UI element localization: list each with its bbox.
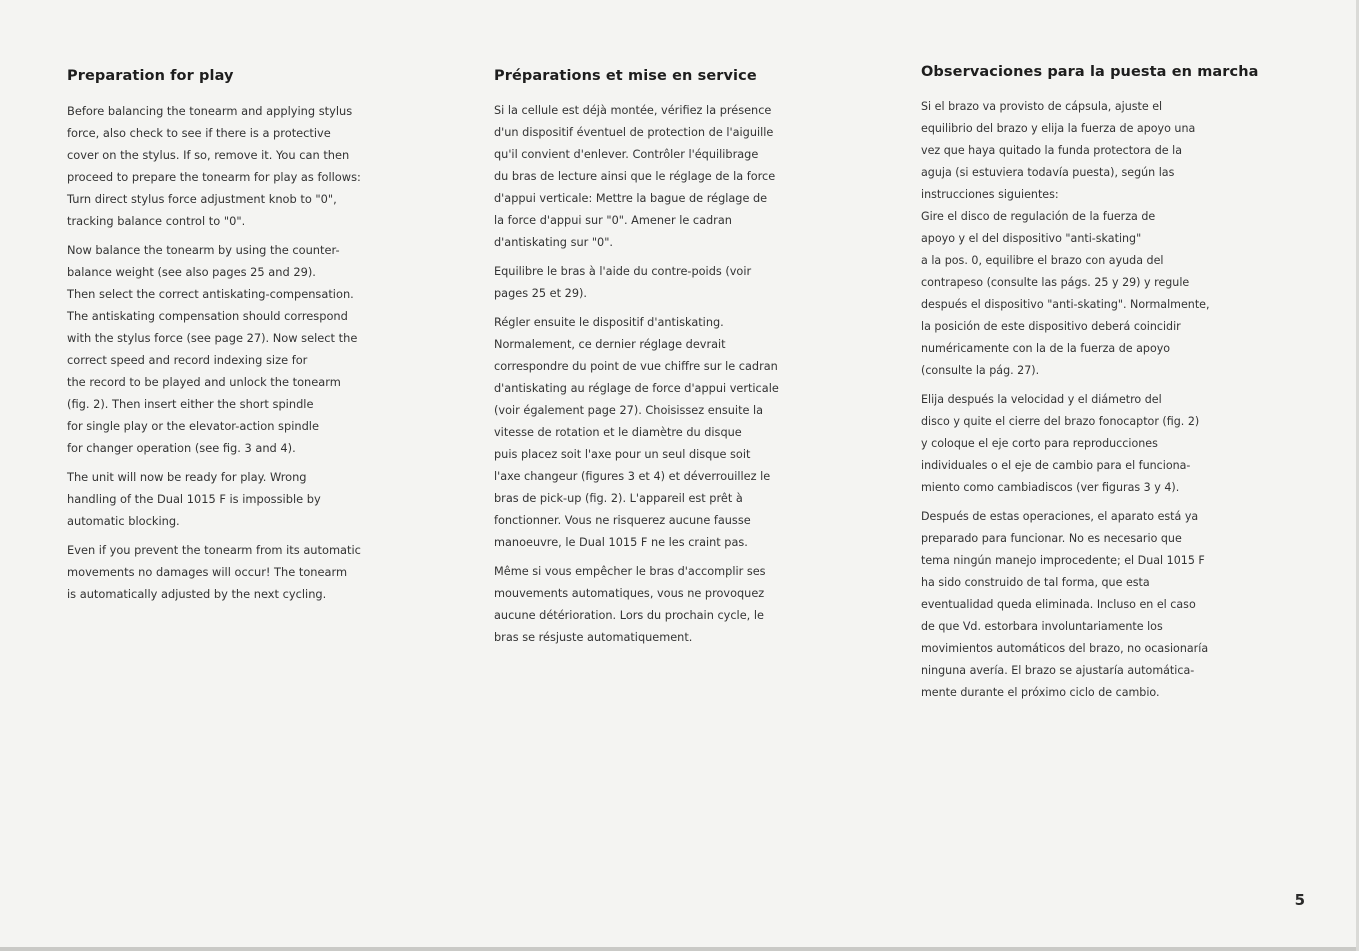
english-column: [67, 68, 455, 612]
spanish-paragraph: Elija después la velocidad y el diámetro del disco y quite el cierre del brazo fonocaptor (fig. 2) y coloque el eje corto para reproducciones individuales o el eje de cambio para el funciona- miento como cambiadiscos (ver figuras 3 y 4).: [921, 393, 1200, 494]
english-paragraph: Before balancing the tonearm and applying stylus force, also check to see if there is a protective cover on the stylus. If so, remove it. You can then proceed to prepare the tonearm for play as follows: Turn direct stylus force adjustment knob to "0", tracking balance control to "0".: [67, 104, 361, 228]
french-paragraph: Equilibre le bras à l'aide du contre-poids (voir pages 25 et 29).: [494, 265, 752, 300]
english-paragraph: The unit will now be ready for play. Wrong handling of the Dual 1015 F is impossible by automatic blocking.: [67, 470, 321, 528]
spanish-heading: Observaciones para la puesta en marcha: [921, 64, 1259, 80]
spanish-paragraph: Si el brazo va provisto de cápsula, ajuste el equilibrio del brazo y elija la fuerza de apoyo una vez que haya quitado la funda protectora de la aguja (si estuviera todavía puesta), según las instrucciones siguientes: Gire el disco de regulación de la fuerza de apoyo y el del dispositivo "anti-skating" a la pos. 0, equilibre el brazo con ayuda del contrapeso (consulte las págs. 25 y 29) y regule después el dispositivo "anti-skating". Normalmente, la posición de este dispositivo deberá coincidir numéricamente con la de la fuerza de apoyo (consulte la pág. 27).: [921, 100, 1210, 377]
spanish-paragraph: Después de estas operaciones, el aparato está ya preparado para funcionar. No es necesario que tema ningún manejo improcedente; el Dual 1015 F ha sido construido de tal forma, que esta eventualidad queda eliminada. Incluso en el caso de que Vd. estorbara involuntariamente los movimientos automáticos del brazo, no ocasionaría ninguna avería. El brazo se ajustaría automática- mente durante el próximo ciclo de cambio.: [921, 510, 1209, 699]
english-heading: Preparation for play: [67, 68, 234, 84]
french-heading: Préparations et mise en service: [494, 68, 757, 84]
french-column: [494, 68, 882, 656]
page-edge-bottom: [0, 947, 1359, 951]
english-paragraph: Even if you prevent the tonearm from its automatic movements no damages will occur! The tonearm is automatically adjusted by the next cycling.: [67, 543, 361, 601]
french-paragraph: Si la cellule est déjà montée, vérifiez la présence d'un dispositif éventuel de protection de l'aiguille qu'il convient d'enlever. Contrôler l'équilibrage du bras de lecture ainsi que le réglage de la force d'appui verticale: Mettre la bague de réglage de la force d'appui sur "0". Amener le cadran d'antiskating sur "0".: [494, 104, 776, 249]
spanish-column: [921, 64, 1307, 711]
french-paragraph: Régler ensuite le dispositif d'antiskating. Normalement, ce dernier réglage devrait correspondre du point de vue chiffre sur le cadran d'antiskating au réglage de force d'appui verticale (voir également page 27). Choisissez ensuite la vitesse de rotation et le diamètre du disque puis placez soit l'axe pour un seul disque soit l'axe changeur (figures 3 et 4) et déverrouillez le bras de pick-up (fig. 2). L'appareil est prêt à fonctionner. Vous ne risquerez aucune fausse manoeuvre, le Dual 1015 F ne les craint pas.: [494, 316, 779, 549]
french-paragraph: Même si vous empêcher le bras d'accomplir ses mouvements automatiques, vous ne provoquez aucune détérioration. Lors du prochain cycle, le bras se résjuste automatiquement.: [494, 565, 766, 644]
english-paragraph: Now balance the tonearm by using the counter- balance weight (see also pages 25 and 29). Then select the correct antiskating-compensation. The antiskating compensation should correspond with the stylus force (see page 27). Now select the correct speed and record indexing size for the record to be played and unlock the tonearm (fig. 2). Then insert either the short spindle for single play or the elevator-action spindle for changer operation (see fig. 3 and 4).: [67, 243, 358, 455]
page-number: 5: [1294, 891, 1305, 909]
